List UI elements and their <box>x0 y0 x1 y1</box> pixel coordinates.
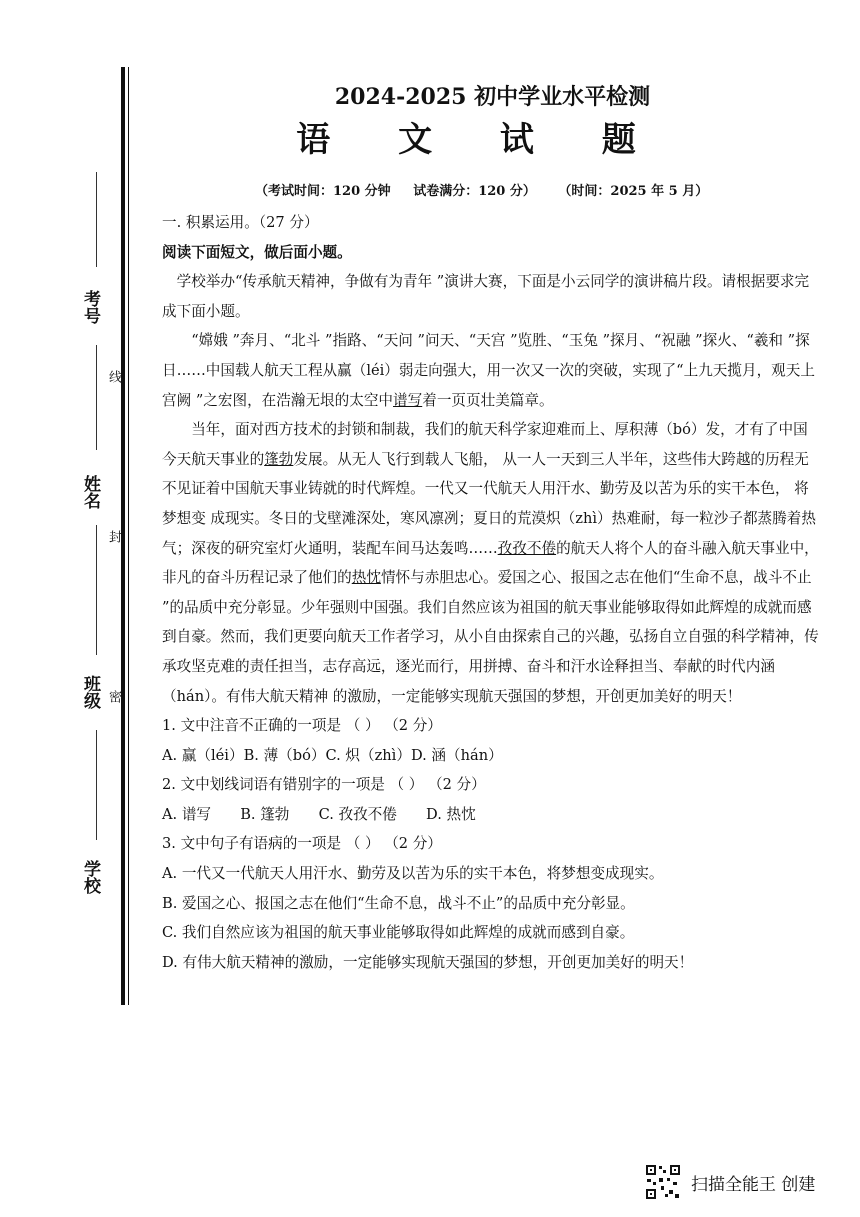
school-label: 学校 <box>80 860 100 894</box>
class-blank <box>96 525 97 655</box>
exam-number-label: 考号 <box>80 290 100 324</box>
question-3-option-b: B. 爱国之心、报国之志在他们“生命不息，战斗不止”的品质中充分彰显。 <box>162 894 635 912</box>
watermark-text: 扫描全能王 创建 <box>691 1174 816 1195</box>
passage-paragraph-1: “嫦娥 ”奔月、“北斗 ”指路、“天问 ”问天、“天宫 ”览胜、“玉兔 ”探月、“祝融 ”探火、“羲和 ”探日……中国载人航天工程从赢（léi）弱走向强大，用一次又一次的突破，实现了“上九天揽月，观天上宫阙 ”之宏图，在浩瀚无垠的太空中谱写着一页页壮美篇章。 <box>162 332 815 409</box>
exam-number-blank <box>96 172 97 267</box>
exam-meta <box>255 180 726 199</box>
section-heading: 一. 积累运用。（27 分） <box>162 214 319 231</box>
question-3-option-c: C. 我们自然应该为祖国的航天事业能够取得如此辉煌的成就而感到自豪。 <box>162 924 635 942</box>
question-3-option-a: A. 一代又一代航天人用汗水、勤劳及以苦为乐的实干本色，将梦想变成现实。 <box>162 865 664 883</box>
seal-mark-secret: 密 <box>106 690 121 703</box>
question-3: 3. 文中句子有语病的一项是 （ ） （2 分） <box>162 835 442 853</box>
underlined-word: 热忱 <box>351 569 381 587</box>
binding-rule-thin <box>128 67 129 1005</box>
exam-title: 2024-2025 初中学业水平检测 <box>334 84 651 110</box>
exam-time: （考试时间：120 分钟 <box>255 184 391 199</box>
instruction: 阅读下面短文，做后面小题。 <box>162 243 352 261</box>
seal-mark-line: 线 <box>106 370 121 383</box>
subject-title: 语 文 试 题 <box>296 120 664 160</box>
question-section <box>162 208 822 977</box>
scanner-watermark <box>645 1164 815 1200</box>
passage-paragraph-2: 当年，面对西方技术的封锁和制裁，我们的航天科学家迎难而上、厚积薄（bó）发，才有了中国今天航天事业的篷勃发展。从无人飞行到载人飞船， 从一人一天到三人半年，这些伟大跨越的历程无不见证着中国航天事业铸就的时代辉煌。一代又一代航天人用汗水、勤劳及以苦为乐的实干本色， 将梦想变 成现实。冬日的戈壁滩深处，寒风凛冽；夏日的荒漠炽（zhì）热难耐，每一粒沙子都蒸腾着热气；深夜的研究室灯火通明，装配车间马达轰鸣……孜孜不倦的航天人将个人的奋斗融入航天事业中，非凡的奋斗历程记录了他们的热忱情怀与赤胆忠心。爱国之心、报国之志在他们“生命不息，战斗不止 ”的品质中充分彰显。少年强则中国强。我们自然应该为祖国的航天事业能够取得如此辉煌的成就而感到自豪。然而，我们更要向航天工作者学习，从小自由探索自己的兴趣，弘扬自立自强的科学精神，传承攻坚克难的责任担当，志存高远，逐光而行，用拼搏、奋斗和汗水诠释担当、奉献的时代内涵（hán）。有伟大航天精神 的激励，一定能够实现航天强国的梦想，开创更加美好的明天！ <box>162 421 819 705</box>
full-score: 试卷满分：120 分） <box>413 184 536 199</box>
question-3-option-d: D. 有伟大航天精神的激励，一定能够实现航天强国的梦想，开创更加美好的明天！ <box>162 953 694 971</box>
school-blank <box>96 730 97 840</box>
name-blank <box>96 345 97 450</box>
question-1-options: A. 赢（léi）B. 薄（bó）C. 炽（zhì）D. 涵（hán） <box>162 746 503 764</box>
name-label: 姓名 <box>80 475 100 509</box>
underlined-word: 篷勃 <box>264 450 294 468</box>
underlined-word: 孜孜不倦 <box>497 539 557 557</box>
question-2: 2. 文中划线词语有错别字的一项是 （ ） （2 分） <box>162 776 486 794</box>
exam-date: （时间：2025 年 5 月） <box>558 184 709 199</box>
question-2-options: A. 谱写 B. 篷勃 C. 孜孜不倦 D. 热忱 <box>162 805 476 823</box>
question-1: 1. 文中注音不正确的一项是 （ ） （2 分） <box>162 717 442 735</box>
seal-mark-seal: 封 <box>106 530 121 543</box>
underlined-word: 谱写 <box>393 391 423 409</box>
qr-code-icon <box>645 1164 681 1200</box>
class-label: 班级 <box>80 675 100 709</box>
intro-paragraph: 学校举办“传承航天精神，争做有为青年 ”演讲大赛，下面是小云同学的演讲稿片段。请根据要求完成下面小题。 <box>162 273 810 320</box>
